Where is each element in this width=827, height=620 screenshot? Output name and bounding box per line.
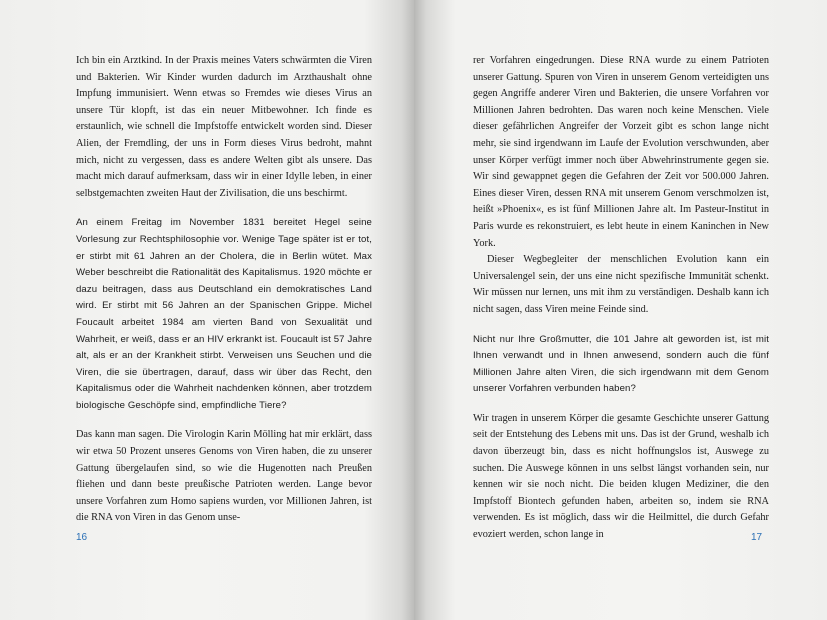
paragraph-arztkind: Ich bin ein Arztkind. In der Praxis meines Vaters schwärmten die Viren und Bakterien. Wir Kinder wurden dadurch im Arzthaushalt ohne Impfung immunisiert. Wenn etwas so Fremdes wie dieses Virus an unsere Tür klopft, ist das ein neuer Mitbewohner. Ich finde es erstaunlich, wie schnell die Impfstoffe entwickelt worden sind. Dieser Alien, der Fremdling, der uns in Form dieses Virus bedroht, mahnt mich, nicht zu vergessen, dass es andere Welten gibt als unsere. Das macht mich darauf aufmerksam, dass wir in einer Idylle leben, in einer selbstgemachten zweiten Haut der Zivilisation, die uns beschirmt. xyxy=(76,55,372,199)
question-grossmutter: Nicht nur Ihre Großmutter, die 101 Jahre alt geworden ist, ist mit Ihnen verwandt und in Ihnen anwesend, sondern auch die fünf Millionen Jahre alten Viren, die sich irgendwann mit dem Genom unserer Vorfahren verbunden haben? xyxy=(473,333,769,395)
page-number-right: 17 xyxy=(751,532,763,543)
question-hegel-weber-foucault: An einem Freitag im November 1831 bereitet Hegel seine Vorlesung zur Rechtsphilosophie vor. Wenige Tage später ist er tot, er stirbt mit 61 Jahren an der Cholera, die in Berlin wütet. Max Weber beschreibt die Rationalität des Kapitalismus. 1920 möchte er dazu beitragen, dass aus Deutschland ein demokratisches Land wird. Er stirbt mit 56 Jahren an der Spanischen Grippe. Michel Foucault arbeitet 1984 am vierten Band von Sexualität und Wahrheit, er weiß, dass er an HIV erkrankt ist. Foucault ist 57 Jahre alt, als er an der Krankheit stirbt. Verweisen uns Seuchen und die Viren, die sie übertragen, darauf, dass wir über das Recht, den Kapitalismus oder die Wahrheit nachdenken können, aber trotzdem biologische Geschöpfe sind, empfindliche Tiere? xyxy=(76,217,372,411)
right-page xyxy=(414,0,827,620)
right-page-text xyxy=(473,53,769,544)
paragraph-geschichte: Wir tragen in unserem Körper die gesamte Geschichte unserer Gattung seit der Entstehung des Lebens mit uns. Das ist der Grund, weshalb ich davon überzeugt bin, dass es nicht hoffnungslos ist, Auswege zu suchen. Die Auswege können in uns selbst längst vorhanden sein, nur kennen wir sie noch nicht. Die beiden klugen Mediziner, die den Impfstoff Biontech gefunden haben, arbeiten so, indem sie RNA verwenden. Es ist möglich, dass wir die Heilmittel, die durch Gefahr evoziert werden, schon lange in xyxy=(473,412,769,541)
left-page-text xyxy=(76,53,372,527)
page-number-left: 16 xyxy=(76,532,88,543)
paragraph-wegbegleiter: Dieser Wegbegleiter der menschlichen Evolution kann ein Universalengel sein, der uns eine nicht spezifische Immunität schenkt. Wir müssen nur lernen, uns mit ihm zu verständigen. Deshalb kann ich nicht sagen, dass Viren meine Feinde sind. xyxy=(473,254,769,315)
paragraph-virologin: Das kann man sagen. Die Virologin Karin Mölling hat mir erklärt, dass wir etwa 50 Prozent unseres Genoms von Viren haben, die zu unserer Gattung übergelaufen sind, so wie die Hugenotten nach Preußen fliehen und dann beste preußische Patrioten werden. Lange bevor unsere Vorfahren zum Homo sapiens wurden, vor Millionen Jahren, ist die RNA von Viren in das Genom unse- xyxy=(76,429,372,524)
paragraph-vorfahren: rer Vorfahren eingedrungen. Diese RNA wurde zu einem Patrioten unserer Gattung. Spuren von Viren in unserem Genom verteidigten uns gegen Angriffe anderer Viren und Bakterien, die unsere Vorfahren vor Millionen Jahren bedrohten. Das waren noch keine Menschen. Viele dieser gefährlichen Angreifer der Vorzeit gibt es schon lange nicht mehr, sie sind irgendwann im Laufe der Evolution verschwunden, aber unser Körper verfügt immer noch über Abwehrinstrumente gegen sie. Wir sind gewappnet gegen die Gefahren der Zeit vor 500.000 Jahren. Eines dieser Viren, dessen RNA mit unserem Genom verschmolzen ist, heißt »Phoenix«, es ist fünf Millionen Jahre alt. Im Pasteur-Institut in Paris wurde es rekonstruiert, es lebt heute in einem Kaninchen in New York. xyxy=(473,55,769,249)
